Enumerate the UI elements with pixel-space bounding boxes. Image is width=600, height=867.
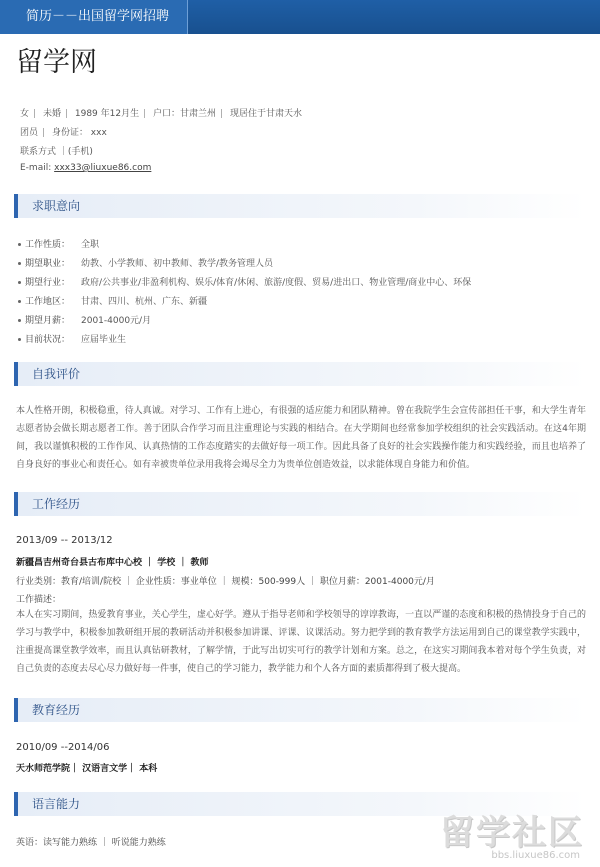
work-description: 本人在实习期间，热爱教育事业，关心学生，虚心好学。遵从于指导老师和学校领导的谆谆教诲，一直以严谨的态度和积极的热情投身于自己的学习与教学中，积极参加教研组开展的教研活动并积极参加讲课、评课、议课活动。努力把学到的教育教学方法运用到自己的课堂教学实践中，注重提高课堂教学效率，而且认真钻研教材，了解学情，于此写出切实可行的教学计划和方案。总之，在这实习期间我本着对每个学生负责，对自己负责的态度去尽心尽力做好每一件事，使自己的学习能力，教学能力和个人各方面的素质都得到了极大提高。	[16, 610, 586, 674]
section-self-evaluation	[14, 362, 586, 386]
section-education	[14, 698, 586, 722]
intent-item: 工作地区： 甘肃、四川、杭州、广东、新疆	[18, 294, 207, 307]
edu-date: 2010/09 --2014/06	[16, 742, 110, 753]
section-title: 自我评价	[32, 367, 81, 381]
intent-item: 期望月薪： 2001-4000元/月	[18, 313, 151, 326]
section-title: 语言能力	[32, 797, 81, 811]
residence: 现居住于甘肃天水	[229, 109, 302, 119]
contact-line: 联系方式 ｜(手机)	[20, 147, 93, 157]
watermark-logo-text: 留学社区	[440, 813, 584, 853]
section-title: 工作经历	[32, 497, 81, 511]
site-watermark	[428, 805, 588, 861]
political-status: 团员	[20, 128, 39, 138]
watermark-url: bbs.liuxue86.com	[491, 850, 580, 861]
section-title: 教育经历	[32, 703, 81, 717]
work-date: 2013/09 -- 2013/12	[16, 535, 113, 546]
marital-status: 未婚	[42, 109, 61, 119]
section-work-experience	[14, 492, 586, 516]
section-title: 求职意向	[32, 199, 81, 213]
gender: 女	[20, 109, 30, 119]
work-description-label: 工作描述：	[16, 595, 62, 605]
intent-item: 目前状况： 应届毕业生	[18, 332, 126, 345]
work-company: 新疆昌吉州奇台县古布库中心校 ｜ 学校 ｜ 教师	[16, 558, 209, 568]
political-id-line: 团员 | 身份证： xxx	[20, 128, 107, 138]
intent-item: 工作性质： 全职	[18, 237, 99, 250]
intent-item: 期望职业： 幼教、小学教师、初中教师、教学/教务管理人员	[18, 256, 273, 269]
self-evaluation-text: 本人性格开朗，积极稳重，待人真诚。对学习、工作有上进心，有很强的适应能力和团队精神。曾在我院学生会宣传部担任干事，和大学生青年志愿者协会做长期志愿者工作。善于团队合作学习而且注重理论与实践的相结合。在大学期间也经常参加学校组织的社会实践活动。在这4年期间，我以谨慎积极的工作作风、认真热情的工作态度踏实的去做好每一项工作。因此具备了良好的社会实践操作能力和实践经验，而且也培养了自身良好的事业心和责任心。如有幸被贵单位录用我将会竭尽全力为贵单位创造效益，以求能体现自身能力和价值。	[16, 406, 586, 470]
candidate-name: 留学网	[16, 47, 97, 78]
email-label: E-mail:	[20, 163, 52, 173]
email-link[interactable]: xxx33@liuxue86.com	[54, 163, 152, 173]
intent-item: 期望行业： 政府/公共事业/非盈利机构、娱乐/体育/休闲、旅游/度假、贸易/进出口、物业管理/商业中心、环保	[18, 275, 471, 288]
basic-info-line: 女 | 未婚 | 1989 年12月生 | 户口：甘肃兰州 | 现居住于甘肃天水	[20, 109, 302, 119]
resume-title: 简历－－出国留学网招聘	[0, 0, 188, 34]
id-card: 身份证： xxx	[51, 128, 107, 138]
email-line	[20, 163, 151, 173]
top-banner	[0, 0, 600, 34]
work-meta: 行业类别：教育/培训/院校 ｜ 企业性质：事业单位 ｜ 规模：500-999人 ｜ 职位月薪：2001-4000元/月	[16, 577, 435, 587]
hukou: 户口：甘肃兰州	[153, 109, 217, 119]
language-skill: 英语：读写能力熟练 ｜ 听说能力熟练	[16, 838, 166, 848]
section-job-intent	[14, 194, 586, 218]
edu-school: 天水师范学院｜ 汉语言文学｜ 本科	[16, 764, 158, 774]
birth-date: 1989 年12月生	[74, 109, 140, 119]
